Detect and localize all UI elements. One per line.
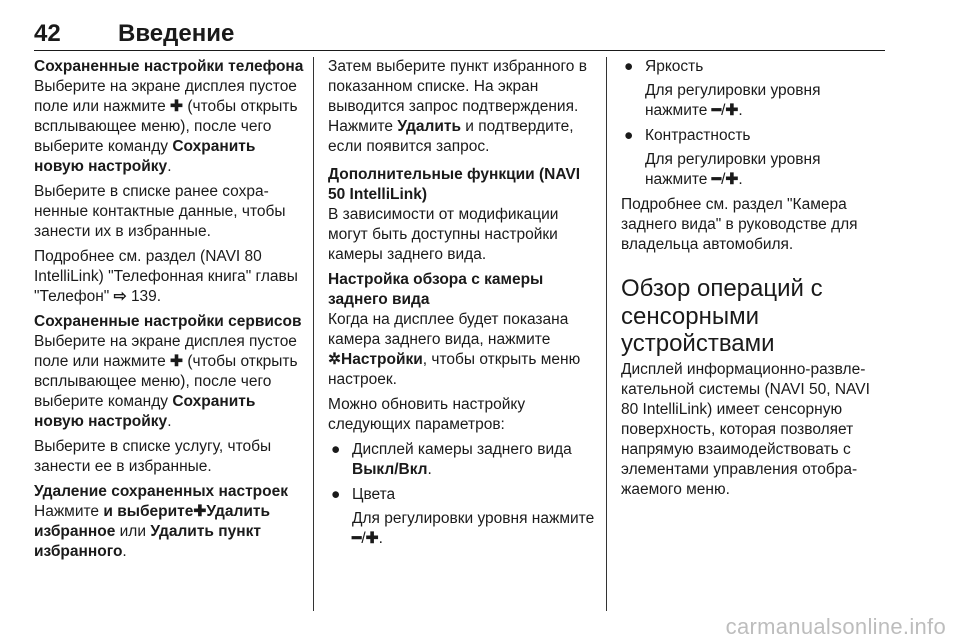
paragraph: Выберите в списке услугу, чтобы занести ее в избранные.	[34, 438, 272, 475]
text: Выберите на экране дисплея пустое поле или нажмите	[34, 78, 297, 115]
bullet-list	[328, 440, 598, 549]
section-heading: Дополнительные функции (NAVI 50 IntelliLink)	[328, 166, 581, 203]
paragraph: Дисплей информационно-развле-кательной системы (NAVI 50, NAVI 80 IntelliLink) имеет сенсорную поверхность, которая позволяет напрямую взаимодействовать с элементами управления отобра-жаемого меню.	[621, 360, 870, 498]
list-item	[328, 485, 598, 549]
text: Контрастность	[645, 127, 751, 144]
text: или	[119, 523, 147, 540]
link-arrow-icon: ⇨	[113, 288, 127, 305]
text: (чтобы открыть всплывающее меню), после чего выберите команду	[34, 353, 298, 410]
paragraph	[328, 57, 598, 157]
bullet-icon: ●	[331, 486, 341, 503]
paragraph: Можно обновить настройку следующих параметров:	[328, 396, 526, 433]
text: Для регулировки уровня нажмите	[645, 82, 821, 119]
text: Для регулировки уровня нажмите	[352, 510, 595, 527]
paragraph: Выберите на экране дисплея пустое поле или нажмите ✚ (чтобы открыть всплывающее меню), после чего выберите команду Сохранить новую настройку.	[34, 78, 298, 175]
list-item	[621, 57, 886, 121]
command-text: Настройки	[341, 351, 423, 368]
plus-icon: ✚	[725, 171, 739, 188]
list-item-detail: Для регулировки уровня нажмите ━/✚.	[352, 510, 595, 547]
text: Выберите на экране дисплея пустое поле или нажмите	[34, 333, 297, 370]
bullet-icon: ●	[331, 441, 341, 458]
column-divider	[313, 57, 314, 611]
plus-icon: ✚	[193, 503, 207, 520]
text: Цвета	[352, 486, 396, 503]
text: Для регулировки уровня нажмите	[645, 151, 821, 188]
text: и выберите	[103, 503, 194, 520]
minus-icon: ━	[711, 171, 722, 188]
plus-icon: ✚	[365, 530, 379, 547]
plus-icon: ✚	[170, 353, 184, 370]
page-reference[interactable]: 139.	[130, 288, 162, 305]
list-item-detail: Для регулировки уровня нажмите ━/✚.	[645, 151, 821, 188]
column-3	[621, 57, 886, 505]
page-number: 42	[34, 20, 61, 47]
command-text: Удалить избранное	[34, 503, 270, 540]
bullet-icon: ●	[624, 58, 634, 75]
column-1	[34, 57, 304, 567]
text: Яркость	[645, 58, 704, 75]
section-heading: Сохраненные настройки сервисов	[34, 313, 302, 330]
text: Подробнее см. раздел (NAVI 80 IntelliLink) "Телефонная книга" главы "Телефон"	[34, 248, 298, 305]
gear-icon: ✲	[328, 351, 341, 368]
text: , чтобы открыть меню настроек.	[328, 351, 581, 388]
section-heading: Настройка обзора с камеры заднего вида	[328, 271, 544, 308]
bullet-list	[621, 57, 886, 190]
section-heading: Сохраненные настройки телефона	[34, 58, 304, 75]
minus-icon: ━	[711, 102, 722, 119]
watermark: carmanualsonline.info	[725, 614, 946, 639]
text: (чтобы открыть всплывающее меню), после чего выберите команду	[34, 98, 298, 155]
column-divider	[606, 57, 607, 611]
column-2	[328, 57, 598, 554]
text: Нажмите	[34, 503, 100, 520]
minus-icon: ━	[352, 530, 362, 547]
paragraph: Выберите в списке ранее сохра-ненные контактные данные, чтобы занести их в избранные.	[34, 183, 286, 240]
paragraph: Выберите на экране дисплея пустое поле или нажмите ✚ (чтобы открыть всплывающее меню), после чего выберите команду Сохранить новую настройку.	[34, 333, 298, 430]
paragraph: Подробнее см. раздел "Камера заднего вида" в руководстве для владельца автомобиля.	[621, 196, 858, 253]
paragraph	[328, 310, 598, 390]
section-heading: Удаление сохраненных настроек	[34, 483, 288, 500]
page-header	[34, 20, 885, 51]
text: Дисплей камеры заднего вида	[352, 441, 572, 458]
paragraph: В зависимости от модификации могут быть доступны настройки камеры заднего вида.	[328, 206, 559, 263]
list-item-detail: Для регулировки уровня нажмите ━/✚.	[645, 82, 821, 119]
plus-icon: ✚	[170, 98, 184, 115]
command-text: Удалить	[397, 118, 461, 135]
text: Затем выберите пункт избранного в показанном списке. На экран выводится запрос подтверждения. Нажмите	[328, 58, 587, 135]
text: и подтвердите, если появится запрос.	[328, 118, 574, 155]
list-item	[621, 126, 886, 190]
chapter-title: Введение	[118, 20, 235, 47]
list-item: ● Дисплей камеры заднего вида Выкл/Вкл.	[331, 441, 572, 478]
bullet-icon: ●	[624, 127, 634, 144]
paragraph	[34, 247, 304, 307]
paragraph: Нажмите и выберите✚Удалить избранное или Удалить пункт избранного.	[34, 503, 270, 560]
plus-icon: ✚	[725, 102, 739, 119]
command-text: Сохранить новую настройку	[34, 138, 256, 175]
command-text: Удалить пункт избранного	[34, 523, 261, 560]
text: Когда на дисплее будет показана камера заднего вида, нажмите	[328, 311, 569, 348]
section-title: Обзор операций с сенсорными устройствами	[621, 275, 823, 357]
command-text: Сохранить новую настройку	[34, 393, 256, 430]
command-text: Выкл/Вкл	[352, 461, 428, 478]
